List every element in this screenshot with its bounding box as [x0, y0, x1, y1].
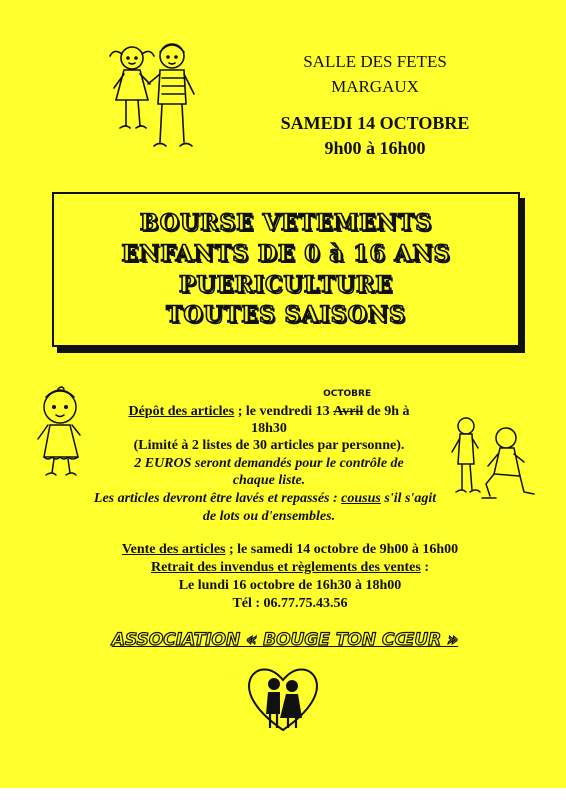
headline-line-1: BOURSE VETEMENTS — [139, 210, 433, 236]
depot-text-2: de 9h à — [363, 404, 410, 419]
depot-line-6b: cousus — [341, 491, 381, 506]
headline-box — [52, 192, 520, 347]
vente-label: Vente des articles — [121, 542, 226, 557]
heart-couple-logo — [244, 662, 322, 734]
retrait-colon: : — [420, 560, 430, 575]
association-name: ASSOCIATION « BOUGE TON CŒUR » — [111, 630, 459, 650]
depot-line-6 — [80, 491, 450, 507]
depot-line-2: 18h30 — [251, 421, 287, 436]
depot-line-6c: s'il s'agit — [380, 491, 437, 506]
vente-text: ; le samedi 14 octobre de 9h00 à 16h00 — [225, 542, 459, 557]
children-playing-illustration — [448, 412, 540, 504]
headline-line-3: PUERICULTURE — [178, 272, 394, 298]
retrait-line — [60, 560, 520, 576]
venue-name: SALLE DES FETES — [303, 52, 447, 71]
handwritten-correction: OCTOBRE — [323, 389, 372, 399]
depot-line-3: (Limité à 2 listes de 30 articles par personne). — [133, 438, 405, 453]
depot-text-1: ; le vendredi 13 — [234, 404, 334, 419]
headline-line-4: TOUTES SAISONS — [166, 302, 406, 328]
retrait-label: Retrait des invendus et règlements des ventes — [150, 560, 421, 575]
struck-word: Avril — [333, 404, 364, 419]
retrait-date: Le lundi 16 octobre de 16h30 à 18h00 — [178, 578, 402, 593]
depot-line-1 — [104, 389, 434, 420]
headline-line-2: ENFANTS DE 0 à 16 ANS — [121, 241, 451, 267]
event-hours: 9h00 à 16h00 — [324, 138, 426, 158]
depot-line-4: 2 EUROS seront demandés pour le contrôle de — [134, 456, 404, 471]
depot-label: Dépôt des articles — [128, 404, 235, 419]
children-couple-illustration — [100, 38, 208, 156]
venue-town: MARGAUX — [331, 77, 419, 96]
girl-doll-illustration — [30, 385, 92, 481]
event-date: SAMEDI 14 OCTOBRE — [280, 113, 470, 133]
depot-line-5: chaque liste. — [232, 473, 306, 488]
phone-number: Tél : 06.77.75.43.56 — [232, 596, 348, 611]
depot-line-6a: Les articles devront être lavés et repassés : — [93, 491, 342, 506]
vente-line — [60, 542, 520, 558]
depot-line-7: de lots ou d'ensembles. — [202, 509, 336, 524]
